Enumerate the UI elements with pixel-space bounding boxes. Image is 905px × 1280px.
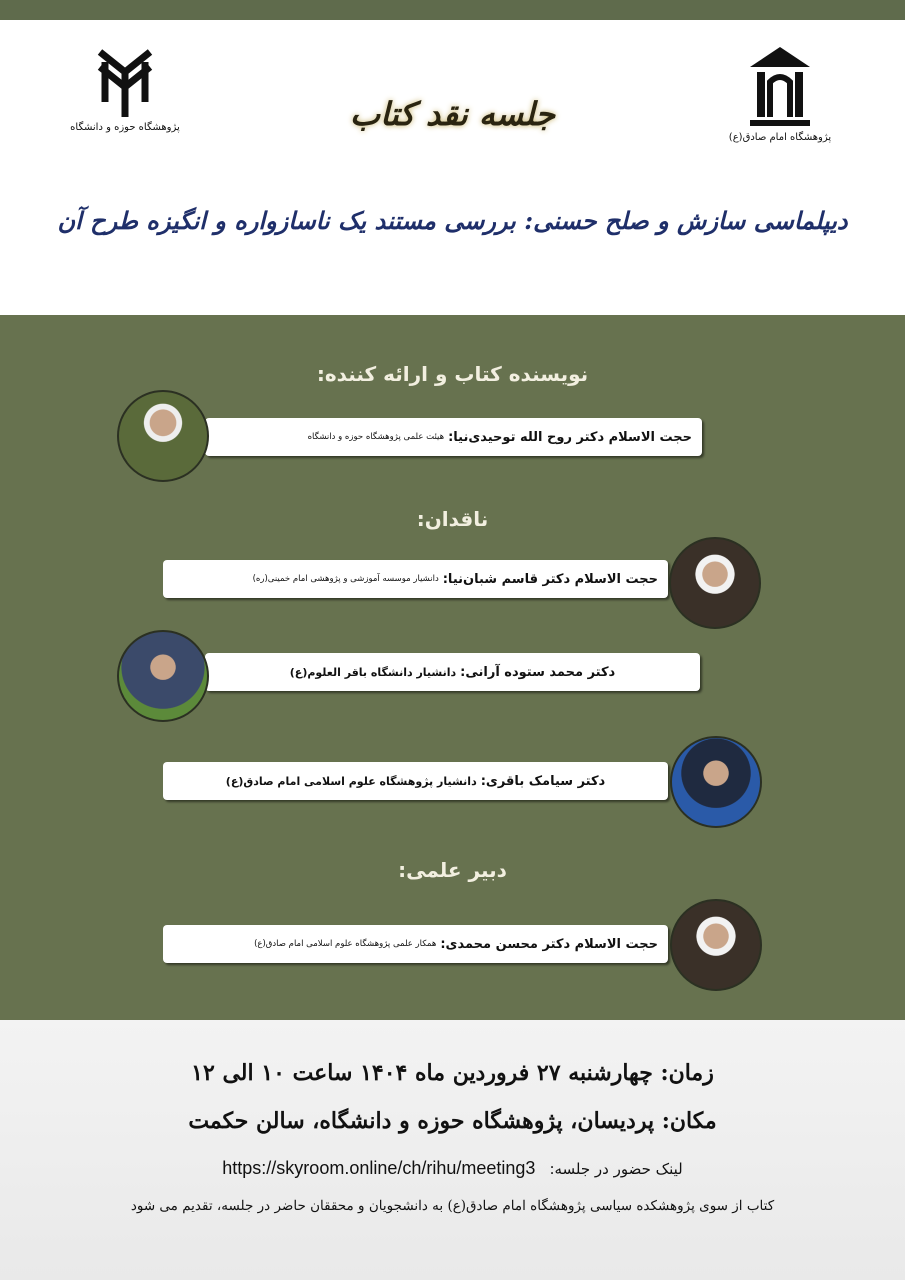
section-secretary: دبیر علمی: — [398, 858, 507, 882]
speaker-card-critic-2: دکتر محمد ستوده آرانی: دانشیار دانشگاه باقر العلوم(ع) — [205, 653, 700, 691]
avatar-critic-3 — [670, 736, 762, 828]
event-place: مکان: پردیسان، پژوهشگاه حوزه و دانشگاه، سالن حکمت — [188, 1108, 717, 1134]
university-logo-icon — [95, 42, 155, 122]
right-logo: پژوهشگاه امام صادق(ع) — [725, 42, 835, 143]
event-details — [0, 1020, 905, 1280]
section-author: نویسنده کتاب و ارائه کننده: — [316, 362, 589, 386]
avatar-author — [117, 390, 209, 482]
speaker-card-secretary: حجت الاسلام دکتر محسن محمدی: همکار علمی پژوهشگاه علوم اسلامی امام صادق(ع) — [163, 925, 668, 963]
poster-header — [0, 20, 905, 315]
meeting-link[interactable]: https://skyroom.online/ch/rihu/meeting3 — [222, 1158, 536, 1178]
avatar-critic-1 — [669, 537, 761, 629]
event-subtitle: جلسه نقد کتاب — [349, 95, 555, 133]
avatar-critic-2 — [117, 630, 209, 722]
imam-sadiq-logo-icon — [745, 42, 815, 132]
left-logo: پژوهشگاه حوزه و دانشگاه — [70, 42, 180, 133]
meeting-link-row: لینک حضور در جلسه:https://skyroom.online/ch/rihu/meeting3 — [222, 1158, 683, 1178]
book-gift-note: کتاب از سوی پژوهشکده سیاسی پژوهشگاه امام صادق(ع) به دانشجویان و محققان حاضر در جلسه، تقدیم می شود — [130, 1198, 775, 1214]
section-critics: ناقدان: — [416, 507, 489, 531]
book-title: دیپلماسی سازش و صلح حسنی: بررسی مستند یک ناسازواره و انگیزه طرح آن — [57, 206, 848, 235]
speaker-card-critic-3: دکتر سیامک باقری: دانشیار پژوهشگاه علوم اسلامی امام صادق(ع) — [163, 762, 668, 800]
event-time: زمان: چهارشنبه ۲۷ فروردین ماه ۱۴۰۴ ساعت ۱۰ الی ۱۲ — [191, 1060, 714, 1086]
speaker-card-author: حجت الاسلام دکتر روح الله توحیدی‌نیا: هیئت علمی پژوهشگاه حوزه و دانشگاه — [205, 418, 702, 456]
avatar-secretary — [670, 899, 762, 991]
top-band — [0, 0, 905, 20]
speaker-card-critic-1: حجت الاسلام دکتر قاسم شبان‌نیا: دانشیار موسسه آموزشی و پژوهشی امام خمینی(ره) — [163, 560, 668, 598]
